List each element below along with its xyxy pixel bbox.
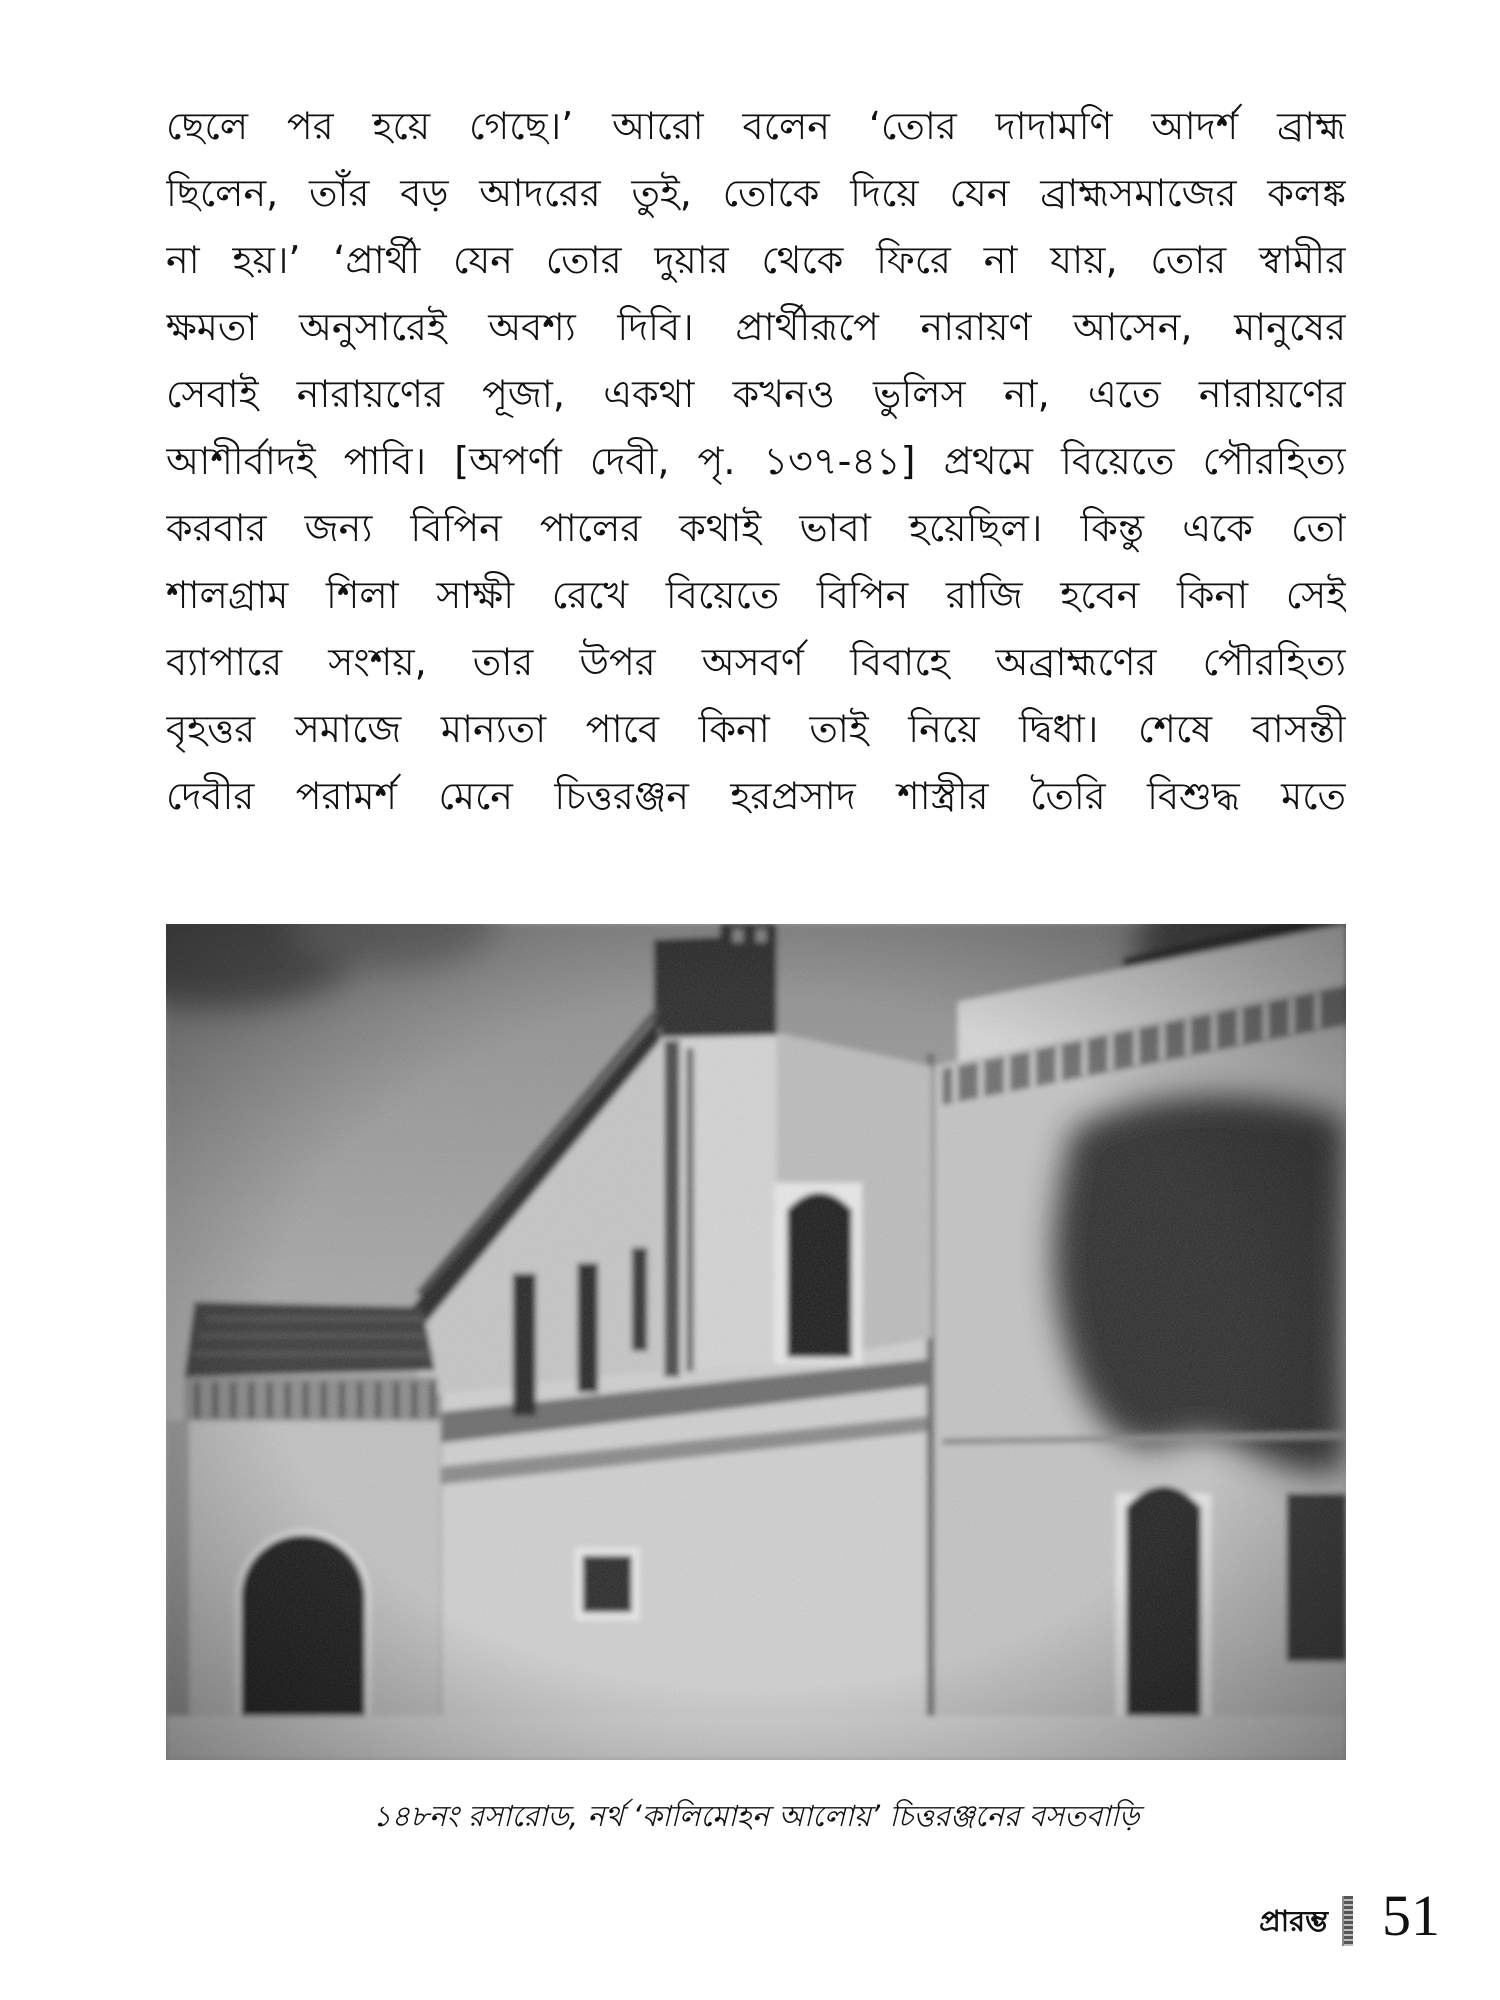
body-text-line: দেবীর পরামর্শ মেনে চিত্তরঞ্জন হরপ্রসাদ শাস্ত্রীর তৈরি বিশুদ্ধ মতে xyxy=(166,774,1346,818)
body-text-line: ছিলেন, তাঁর বড় আদরের তুই, তোকে দিয়ে যেন ব্রাহ্মসমাজের কলঙ্ক xyxy=(166,171,1346,215)
body-text-line: আশীর্বাদই পাবি। [অপর্ণা দেবী, পৃ. ১৩৭-৪১] প্রথমে বিয়েতে পৌরহিত্য xyxy=(166,439,1346,483)
photo-caption: ১৪৮নং রসারোড, নর্থ ‘কালিমোহন আলোয়’ চিত্তরঞ্জনের বসতবাড়ি xyxy=(372,1799,1140,1833)
body-text-line: না হয়।’ ‘প্রার্থী যেন তোর দুয়ার থেকে ফিরে না যায়, তোর স্বামীর xyxy=(166,238,1346,282)
page-number: 51 xyxy=(1382,1883,1440,1948)
section-title: প্রারম্ভ xyxy=(1259,1904,1328,1938)
body-text-line: বৃহত্তর সমাজে মান্যতা পাবে কিনা তাই নিয়ে দ্বিধা। শেষে বাসন্তী xyxy=(166,707,1346,751)
building-photo-image xyxy=(166,924,1346,1760)
body-text-line: করবার জন্য বিপিন পালের কথাই ভাবা হয়েছিল। কিন্তু একে তো xyxy=(166,506,1346,550)
body-text-line: ব্যাপারে সংশয়, তার উপর অসবর্ণ বিবাহে অব্রাহ্মণের পৌরহিত্য xyxy=(166,640,1346,684)
body-text-line: সেবাই নারায়ণের পূজা, একথা কখনও ভুলিস না, এতে নারায়ণের xyxy=(166,372,1346,416)
building-photo xyxy=(166,924,1346,1760)
body-text xyxy=(166,93,1346,830)
body-text-line: ছেলে পর হয়ে গেছে।’ আরো বলেন ‘তোর দাদামণি আদর্শ ব্রাহ্ম xyxy=(166,104,1346,148)
body-text-line: শালগ্রাম শিলা সাক্ষী রেখে বিয়েতে বিপিন রাজি হবেন কিনা সেই xyxy=(166,573,1346,617)
body-text-line: ক্ষমতা অনুসারেই অবশ্য দিবি। প্রার্থীরূপে নারায়ণ আসেন, মানুষের xyxy=(166,305,1346,349)
footer-separator xyxy=(1342,1896,1353,1946)
